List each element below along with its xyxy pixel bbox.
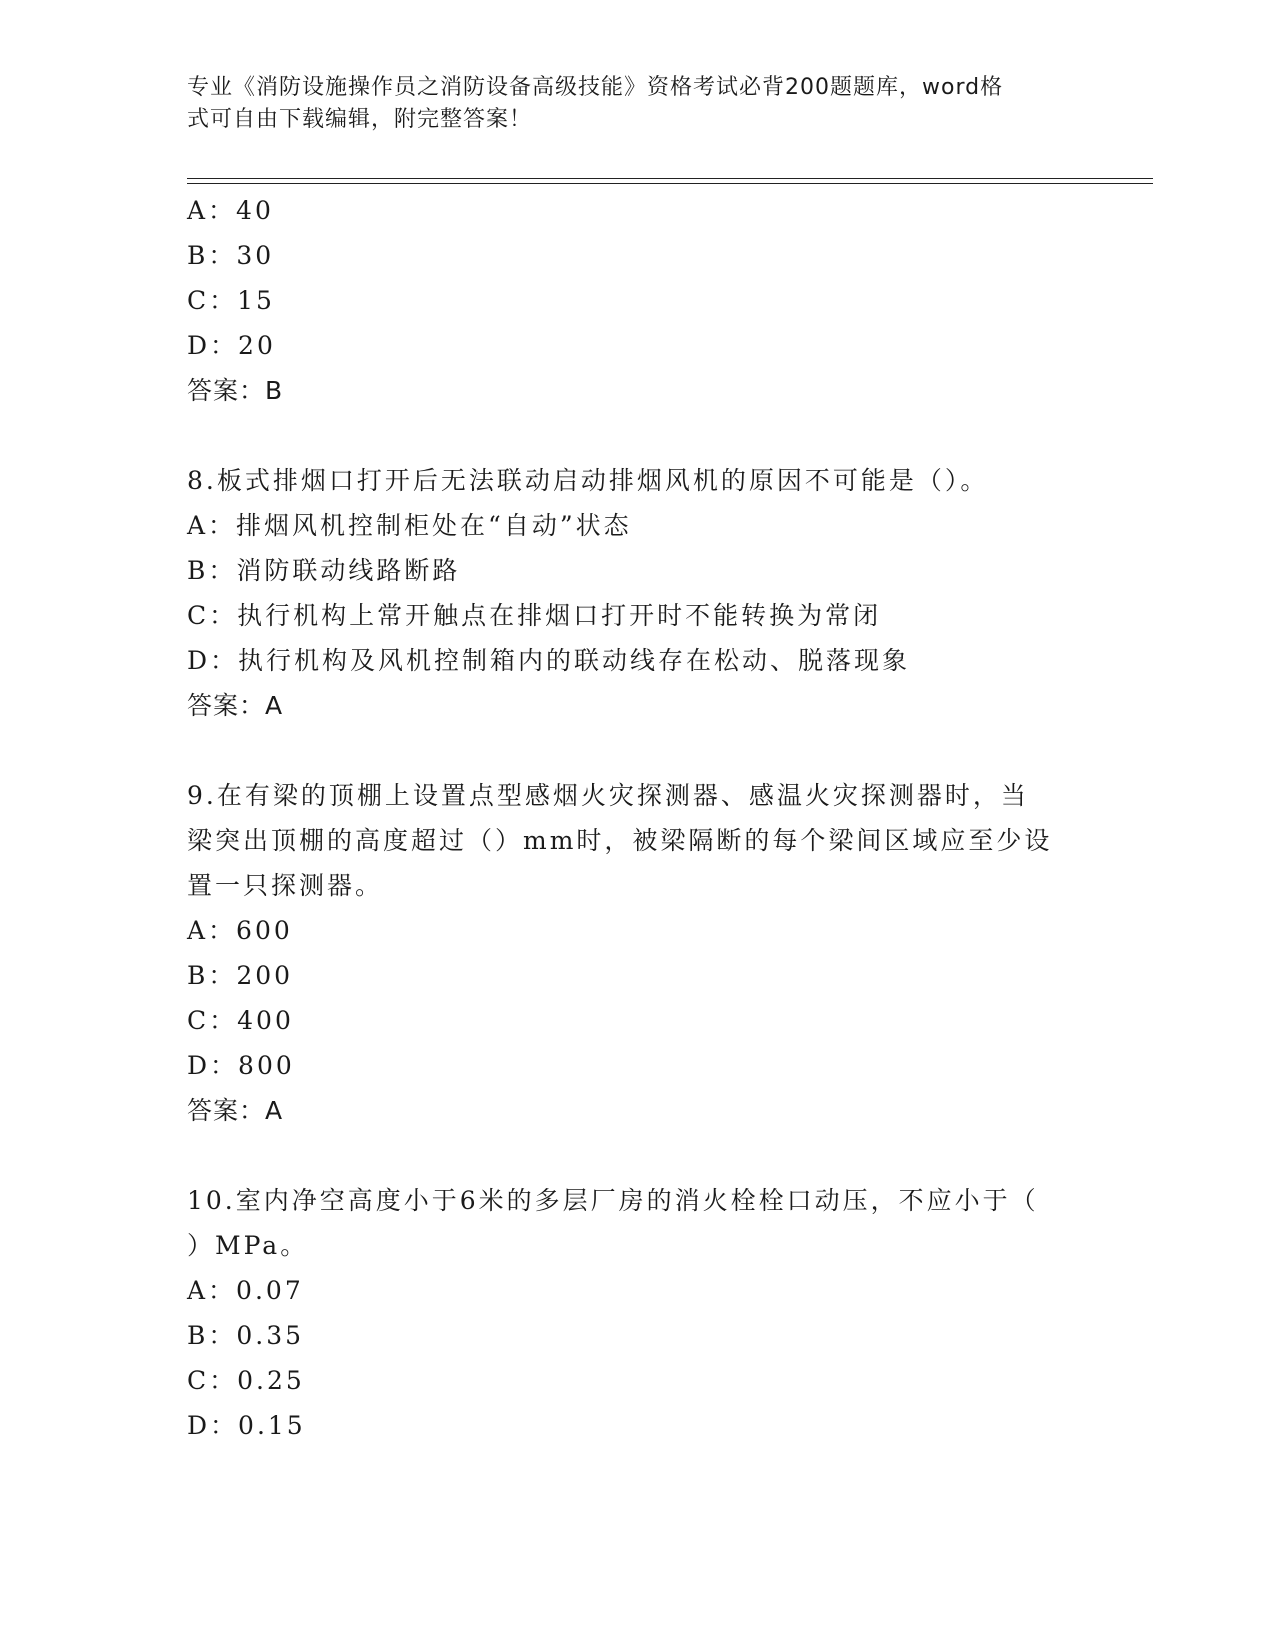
q8-stem: 8.板式排烟口打开后无法联动启动排烟风机的原因不可能是（）。 xyxy=(187,466,989,495)
q9-option-b: B：200 xyxy=(187,961,294,990)
q8-option-a: A：排烟风机控制柜处在“自动”状态 xyxy=(187,511,632,540)
q7-option-d: D：20 xyxy=(187,331,276,360)
q9-stem-line-1: 9.在有梁的顶棚上设置点型感烟火灾探测器、感温火灾探测器时，当 xyxy=(187,781,1029,810)
q7-option-b: B：30 xyxy=(187,241,275,270)
q8-answer: 答案：A xyxy=(187,691,284,720)
q10-option-c: C：0.25 xyxy=(187,1366,305,1395)
header-divider-top xyxy=(187,178,1153,179)
q7-option-c: C：15 xyxy=(187,286,275,315)
header-divider-bottom xyxy=(187,183,1153,184)
q9-stem-line-3: 置一只探测器。 xyxy=(187,871,384,900)
q9-answer: 答案：A xyxy=(187,1096,284,1125)
q8-option-d: D：执行机构及风机控制箱内的联动线存在松动、脱落现象 xyxy=(187,646,911,675)
q10-option-d: D：0.15 xyxy=(187,1411,306,1440)
q10-stem-line-1: 10.室内净空高度小于6米的多层厂房的消火栓栓口动压，不应小于（ xyxy=(187,1186,1039,1215)
q10-option-b: B：0.35 xyxy=(187,1321,305,1350)
q10-option-a: A：0.07 xyxy=(187,1276,304,1305)
header-line-1: 专业《消防设施操作员之消防设备高级技能》资格考试必背200题题库，word格 xyxy=(187,75,1004,100)
q7-option-a: A：40 xyxy=(187,196,274,225)
header-line-2: 式可自由下载编辑，附完整答案！ xyxy=(187,107,533,132)
q8-option-c: C：执行机构上常开触点在排烟口打开时不能转换为常闭 xyxy=(187,601,882,630)
q10-stem-line-2: ）MPa。 xyxy=(187,1231,309,1260)
q9-option-d: D：800 xyxy=(187,1051,295,1080)
q9-stem-line-2: 梁突出顶棚的高度超过（）mm时，被梁隔断的每个梁间区域应至少设 xyxy=(187,826,1053,855)
q7-answer: 答案：B xyxy=(187,376,284,405)
document-header xyxy=(187,72,1067,136)
q8-option-b: B：消防联动线路断路 xyxy=(187,556,461,585)
q9-option-c: C：400 xyxy=(187,1006,294,1035)
q9-option-a: A：600 xyxy=(187,916,293,945)
